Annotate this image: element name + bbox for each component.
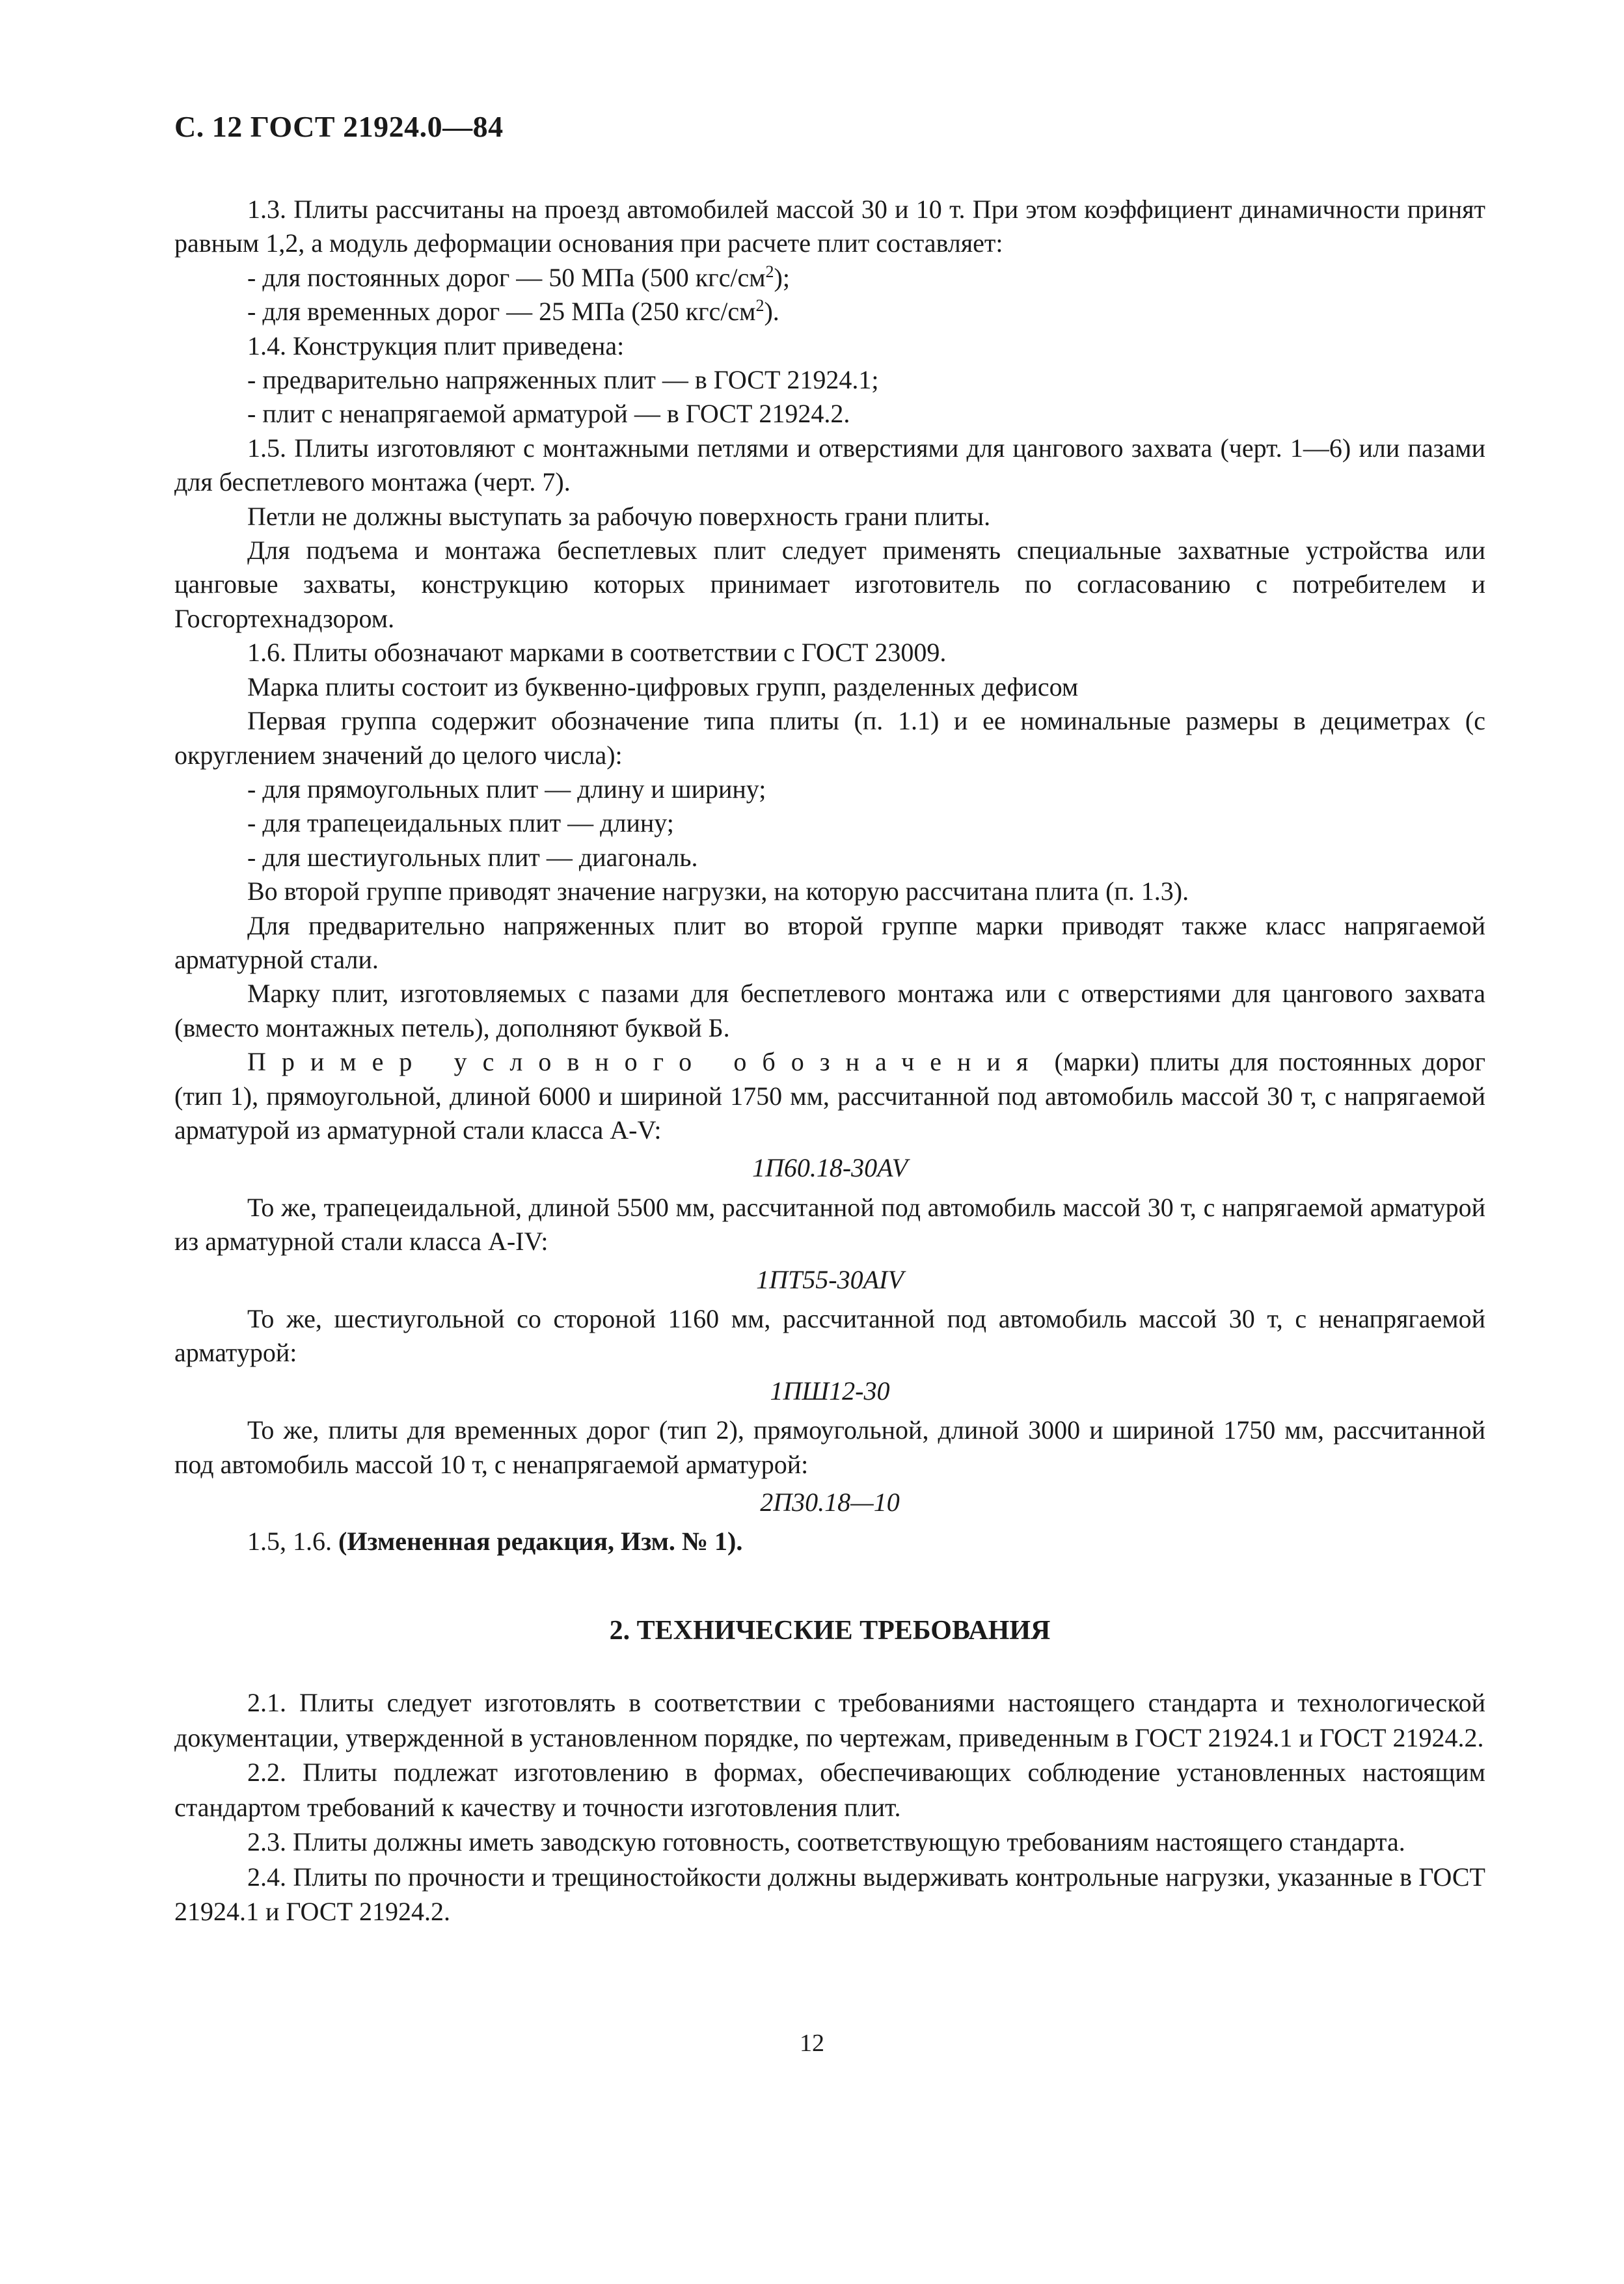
list-item-non-prestressed: - плит с ненапрягаемой арматурой — в ГОСТ 21924.2.: [247, 399, 850, 429]
list-item-temporary-roads: - для временных дорог — 25 МПа (250 кгс/$см^2$).: [247, 296, 779, 327]
paragraph-trapezoidal-example: То же, трапецеидальной, длиной 5500 мм, рассчитанной под автомобиль массой 30 т, с напрягаемой арматурой из арматурной стали класса A-IV:: [174, 1192, 1485, 1257]
superscript: 2: [765, 262, 774, 281]
list-item-rectangular: - для прямоугольных плит — длину и ширину;: [247, 774, 766, 804]
section-1-body: [174, 193, 1485, 1559]
paragraph-second-group: Во второй группе приводят значение нагрузки, на которую рассчитана плита (п. 1.3).: [247, 877, 1189, 906]
amendment-bold: (Измененная редакция, Изм. № 1).: [338, 1527, 743, 1557]
paragraph-prestressed-class: Для предварительно напряженных плит во второй группе марки приводят также класс напрягаемой арматурной стали.: [174, 910, 1485, 974]
paragraph-letter-b: Марку плит, изготовляемых с пазами для беспетлевого монтажа или с отверстиями для цангового захвата (вместо монтажных петель), дополняют буквой Б.: [174, 979, 1485, 1042]
paragraph-1-4: 1.4. Конструкция плит приведена:: [247, 331, 625, 360]
paragraph-first-group: Первая группа содержит обозначение типа плиты (п. 1.1) и ее номинальные размеры в дециметрах (с округлением значений до целого числа):: [174, 706, 1485, 770]
paragraph-temporary-example: То же, плиты для временных дорог (тип 2), прямоугольной, длиной 3000 и шириной 1750 мм, рассчитанной под автомобиль массой 10 т, с ненапрягаемой арматурой:: [174, 1415, 1485, 1479]
paragraph-1-6: 1.6. Плиты обозначают марками в соответствии с ГОСТ 23009.: [247, 638, 947, 668]
section-2-body: [174, 1685, 1485, 1929]
paragraph-1-5: 1.5. Плиты изготовляют с монтажными петлями и отверстиями для цангового захвата (черт. 1—6) или пазами для беспетлевого монтажа (черт. 7).: [174, 433, 1485, 497]
paragraph-mark-groups: Марка плиты состоит из буквенно-цифровых групп, разделенных дефисом: [247, 672, 1079, 701]
list-item-permanent-roads: - для постоянных дорог — 50 МПа (500 кгс/$см^2$);: [247, 262, 790, 292]
example-label: Пример условного обозначения: [247, 1047, 1044, 1077]
paragraph-2-4: 2.4. Плиты по прочности и трещиностойкости должны выдерживать контрольные нагрузки, указанные в ГОСТ 21924.1 и ГОСТ 21924.2.: [174, 1862, 1485, 1926]
page-header: С. 12 ГОСТ 21924.0—84: [174, 110, 504, 143]
paragraph-2-3: 2.3. Плиты должны иметь заводскую готовность, соответствующую требованиям настоящего стандарта.: [247, 1827, 1405, 1856]
mark-example-1: 1П60.18-30AV: [751, 1153, 908, 1183]
paragraph-2-1: 2.1. Плиты следует изготовлять в соответствии с требованиями настоящего стандарта и технологической документации, утвержденной в установленном порядке, по чертежам, приведенным в ГОСТ 21924.1 и ГОСТ 21924.2.: [174, 1688, 1485, 1752]
paragraph-lifting: Для подъема и монтажа беспетлевых плит следует применять специальные захватные устройства или цанговые захваты, конструкцию которых принимает изготовитель по согласованию с потребителем и Госгортехнадзором.: [174, 536, 1485, 633]
mark-example-3: 1ПШ12-30: [770, 1376, 890, 1406]
paragraph-loops: Петли не должны выступать за рабочую поверхность грани плиты.: [247, 501, 991, 531]
amendment-note: 1.5, 1.6. (Измененная редакция, Изм. № 1).: [247, 1527, 743, 1557]
list-item-trapezoidal: - для трапецеидальных плит — длину;: [247, 808, 674, 838]
mark-example-2: 1ПТ55-30AIV: [756, 1264, 904, 1294]
superscript: 2: [755, 296, 765, 316]
paragraph-hexagonal-example: То же, шестиугольной со стороной 1160 мм, рассчитанной под автомобиль массой 30 т, с ненапрягаемой арматурой:: [174, 1304, 1485, 1368]
paragraph-1-3: 1.3. Плиты рассчитаны на проезд автомобилей массой 30 и 10 т. При этом коэффициент динамичности принят равным 1,2, а модуль деформации основания при расчете плит составляет:: [174, 195, 1485, 258]
mark-example-4: 2П30.18—10: [760, 1488, 900, 1517]
paragraph-2-2: 2.2. Плиты подлежат изготовлению в формах, обеспечивающих соблюдение установленных настоящим стандартом требований к качеству и точности изготовления плит.: [174, 1758, 1485, 1822]
paragraph-example: Пример условного обозначения (марки) плиты для постоянных дорог (тип 1), прямоугольной, длиной 6000 и шириной 1750 мм, рассчитанной под автомобиль массой 30 т, с напрягаемой арматурой из арматурной стали класса A-V:: [174, 1047, 1486, 1145]
section-2-title: 2. ТЕХНИЧЕСКИЕ ТРЕБОВАНИЯ: [609, 1616, 1051, 1646]
list-item-prestressed: - предварительно напряженных плит — в ГОСТ 21924.1;: [247, 365, 879, 395]
list-item-hexagonal: - для шестиугольных плит — диагональ.: [247, 842, 698, 872]
page-number: 12: [800, 2030, 824, 2057]
